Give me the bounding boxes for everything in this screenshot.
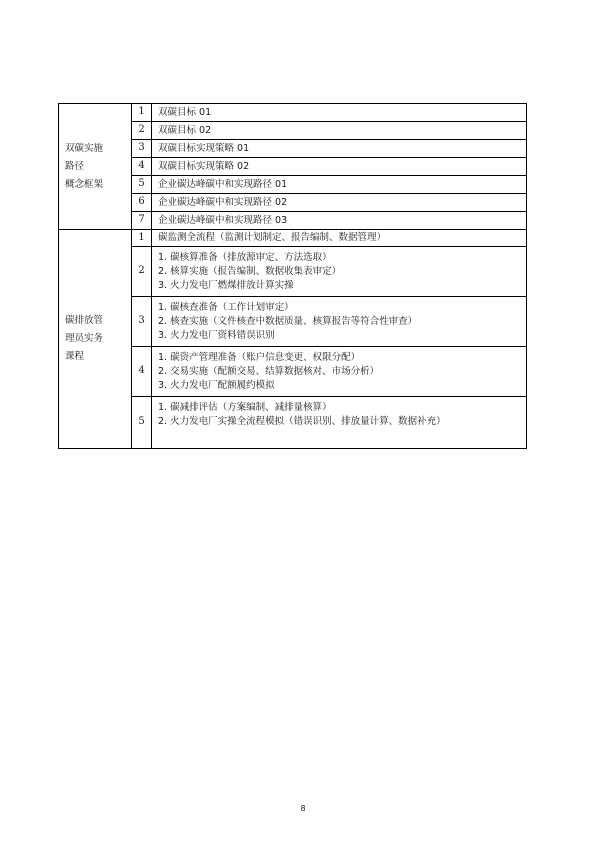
row-number: 3 [132, 140, 152, 158]
table-row [59, 104, 527, 122]
row-number: 1 [132, 230, 152, 247]
row-number: 7 [132, 212, 152, 230]
row-number: 1 [132, 104, 152, 122]
content-line: 1. 碳资产管理准备（账户信息变更、权限分配） [158, 351, 361, 363]
content-line: 2. 核算实施（报告编制、数据收集表审定） [158, 265, 342, 277]
category-line: 路径 [65, 160, 85, 172]
row-content: 企业碳达峰碳中和实现路径 02 [152, 194, 527, 212]
row-content: 双碳目标实现策略 02 [152, 158, 527, 176]
row-content [152, 347, 527, 397]
content-line: 3. 火力发电厂燃煤排放计算实操 [158, 279, 294, 291]
row-content: 双碳目标实现策略 01 [152, 140, 527, 158]
row-content [152, 247, 527, 297]
row-number: 4 [132, 158, 152, 176]
content-line: 2. 交易实施（配额交易、结算数据核对、市场分析） [158, 365, 380, 377]
course-table [58, 103, 527, 449]
category-line: 碳排放管 [65, 315, 104, 326]
row-number: 2 [132, 122, 152, 140]
content-line: 1. 碳核查准备（工作计划审定） [158, 301, 294, 313]
row-content [152, 397, 527, 449]
row-number: 5 [132, 176, 152, 194]
category-line: 课程 [65, 351, 85, 362]
content-line: 3. 火力发电厂资料错误识别 [158, 329, 275, 341]
category-line: 理员实务 [65, 333, 104, 344]
category-cell [59, 104, 132, 230]
content-line: 1. 碳核算准备（排放源审定、方法选取） [158, 251, 332, 263]
row-number: 2 [132, 247, 152, 297]
content-line: 2. 核查实施（文件核查中数据质量、核算报告等符合性审查） [158, 315, 418, 327]
row-content: 双碳目标 01 [152, 104, 527, 122]
row-number: 3 [132, 297, 152, 347]
content-line: 2. 火力发电厂实操全流程模拟（错误识别、排放量计算、数据补充） [158, 416, 446, 427]
category-line: 双碳实施 [65, 142, 104, 154]
row-number: 4 [132, 347, 152, 397]
category-line: 概念框架 [65, 178, 104, 190]
row-content [152, 297, 527, 347]
row-content: 企业碳达峰碳中和实现路径 01 [152, 176, 527, 194]
row-number: 6 [132, 194, 152, 212]
row-number: 5 [132, 397, 152, 449]
page-number: 8 [300, 804, 306, 813]
category-cell [59, 230, 132, 449]
row-content: 企业碳达峰碳中和实现路径 03 [152, 212, 527, 230]
table-row [59, 230, 527, 247]
content-line: 3. 火力发电厂配额履约模拟 [158, 379, 275, 391]
row-content: 碳监测全流程（监测计划制定、报告编制、数据管理） [152, 230, 527, 247]
row-content: 双碳目标 02 [152, 122, 527, 140]
content-line: 1. 碳减排评估（方案编制、减排量核算） [158, 402, 332, 413]
